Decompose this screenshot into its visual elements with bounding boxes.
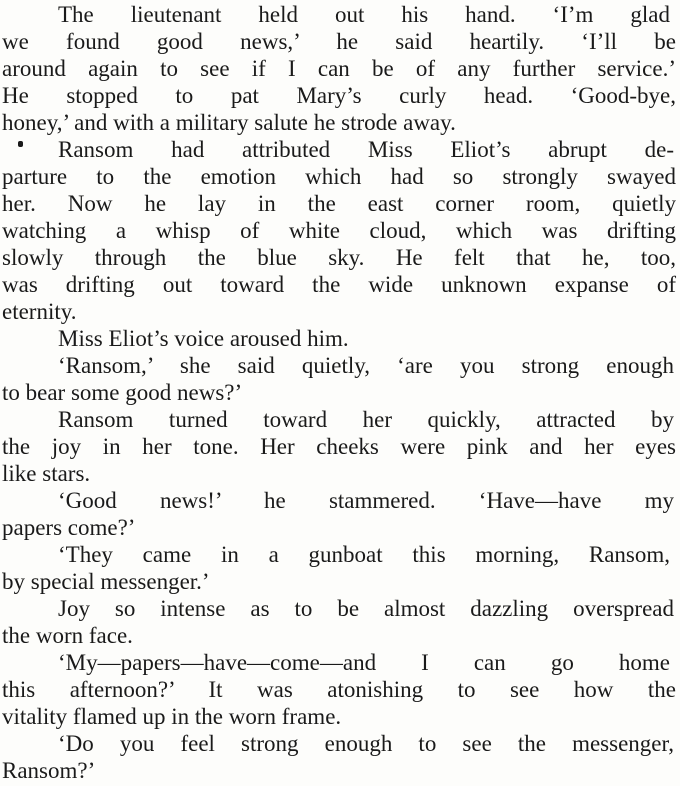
- text-line-23: [0, 595, 674, 622]
- text-line-7-content: parture to the emotion which had so strongly swayed: [2, 164, 676, 189]
- text-line-2: [0, 28, 676, 55]
- text-line-22-content: by special messenger.’: [2, 569, 210, 594]
- text-line-17: [0, 433, 676, 460]
- text-line-16-content: Ransom turned toward her quickly, attracted by: [58, 407, 674, 432]
- text-line-29-content: Ransom?’: [2, 758, 96, 783]
- text-line-4: [0, 82, 676, 109]
- text-line-17-content: the joy in her tone. Her cheeks were pink and her eyes: [2, 434, 676, 459]
- text-line-20-content: papers come?’: [2, 515, 136, 540]
- text-line-11-content: was drifting out toward the wide unknown expanse of: [2, 272, 676, 297]
- text-line-19: [0, 487, 674, 514]
- text-line-6-content: Ransom had attributed Miss Eliot’s abrupt de-: [58, 137, 674, 162]
- text-line-28: [0, 730, 674, 757]
- text-line-14-content: ‘Ransom,’ she said quietly, ‘are you strong enough: [58, 353, 674, 378]
- text-line-7: [0, 163, 676, 190]
- text-line-15: [0, 379, 676, 406]
- text-line-8: [0, 190, 676, 217]
- text-line-1: [0, 1, 670, 28]
- text-line-28-content: ‘Do you feel strong enough to see the messenger,: [58, 731, 674, 756]
- text-line-16: [0, 406, 674, 433]
- text-line-21: [0, 541, 670, 568]
- text-line-27-content: vitality flamed up in the worn frame.: [2, 704, 342, 729]
- text-line-5: [0, 109, 676, 136]
- text-line-25-content: ‘My—papers—have—come—and I can go home: [58, 650, 670, 675]
- text-line-12-content: eternity.: [2, 299, 77, 324]
- text-line-18: [0, 460, 676, 487]
- text-line-13: [0, 325, 674, 352]
- text-line-22: [0, 568, 676, 595]
- text-line-10: [0, 244, 676, 271]
- text-line-6: [0, 136, 674, 163]
- text-line-18-content: like stars.: [2, 461, 91, 486]
- text-line-1-content: The lieutenant held out his hand. ‘I’m glad: [58, 2, 670, 27]
- text-line-27: [0, 703, 676, 730]
- text-line-2-content: we found good news,’ he said heartily. ‘I’ll be: [2, 29, 676, 54]
- text-line-10-content: slowly through the blue sky. He felt that he, too,: [2, 245, 676, 270]
- text-line-26-content: this afternoon?’ It was atonishing to see how the: [2, 677, 676, 702]
- text-line-19-content: ‘Good news!’ he stammered. ‘Have—have my: [58, 488, 674, 513]
- text-line-29: [0, 757, 676, 784]
- text-line-21-content: ‘They came in a gunboat this morning, Ransom,: [58, 542, 670, 567]
- text-line-23-content: Joy so intense as to be almost dazzling overspread: [58, 596, 674, 621]
- text-line-26: [0, 676, 676, 703]
- text-line-20: [0, 514, 676, 541]
- text-line-24-content: the worn face.: [2, 623, 133, 648]
- text-line-8-content: her. Now he lay in the east corner room, quietly: [2, 191, 676, 216]
- text-line-3: [0, 55, 676, 82]
- text-line-9: [0, 217, 676, 244]
- text-line-5-content: honey,’ and with a military salute he strode away.: [2, 110, 456, 135]
- text-line-25: [0, 649, 670, 676]
- text-line-14: [0, 352, 674, 379]
- text-line-3-content: around again to see if I can be of any further service.’: [2, 56, 676, 81]
- text-line-15-content: to bear some good news?’: [2, 380, 243, 405]
- text-line-12: [0, 298, 676, 325]
- text-line-11: [0, 271, 676, 298]
- text-line-13-content: Miss Eliot’s voice aroused him.: [58, 326, 349, 351]
- text-line-4-content: He stopped to pat Mary’s curly head. ‘Good-bye,: [2, 83, 676, 108]
- text-line-24: [0, 622, 676, 649]
- text-line-9-content: watching a whisp of white cloud, which was drifting: [2, 218, 676, 243]
